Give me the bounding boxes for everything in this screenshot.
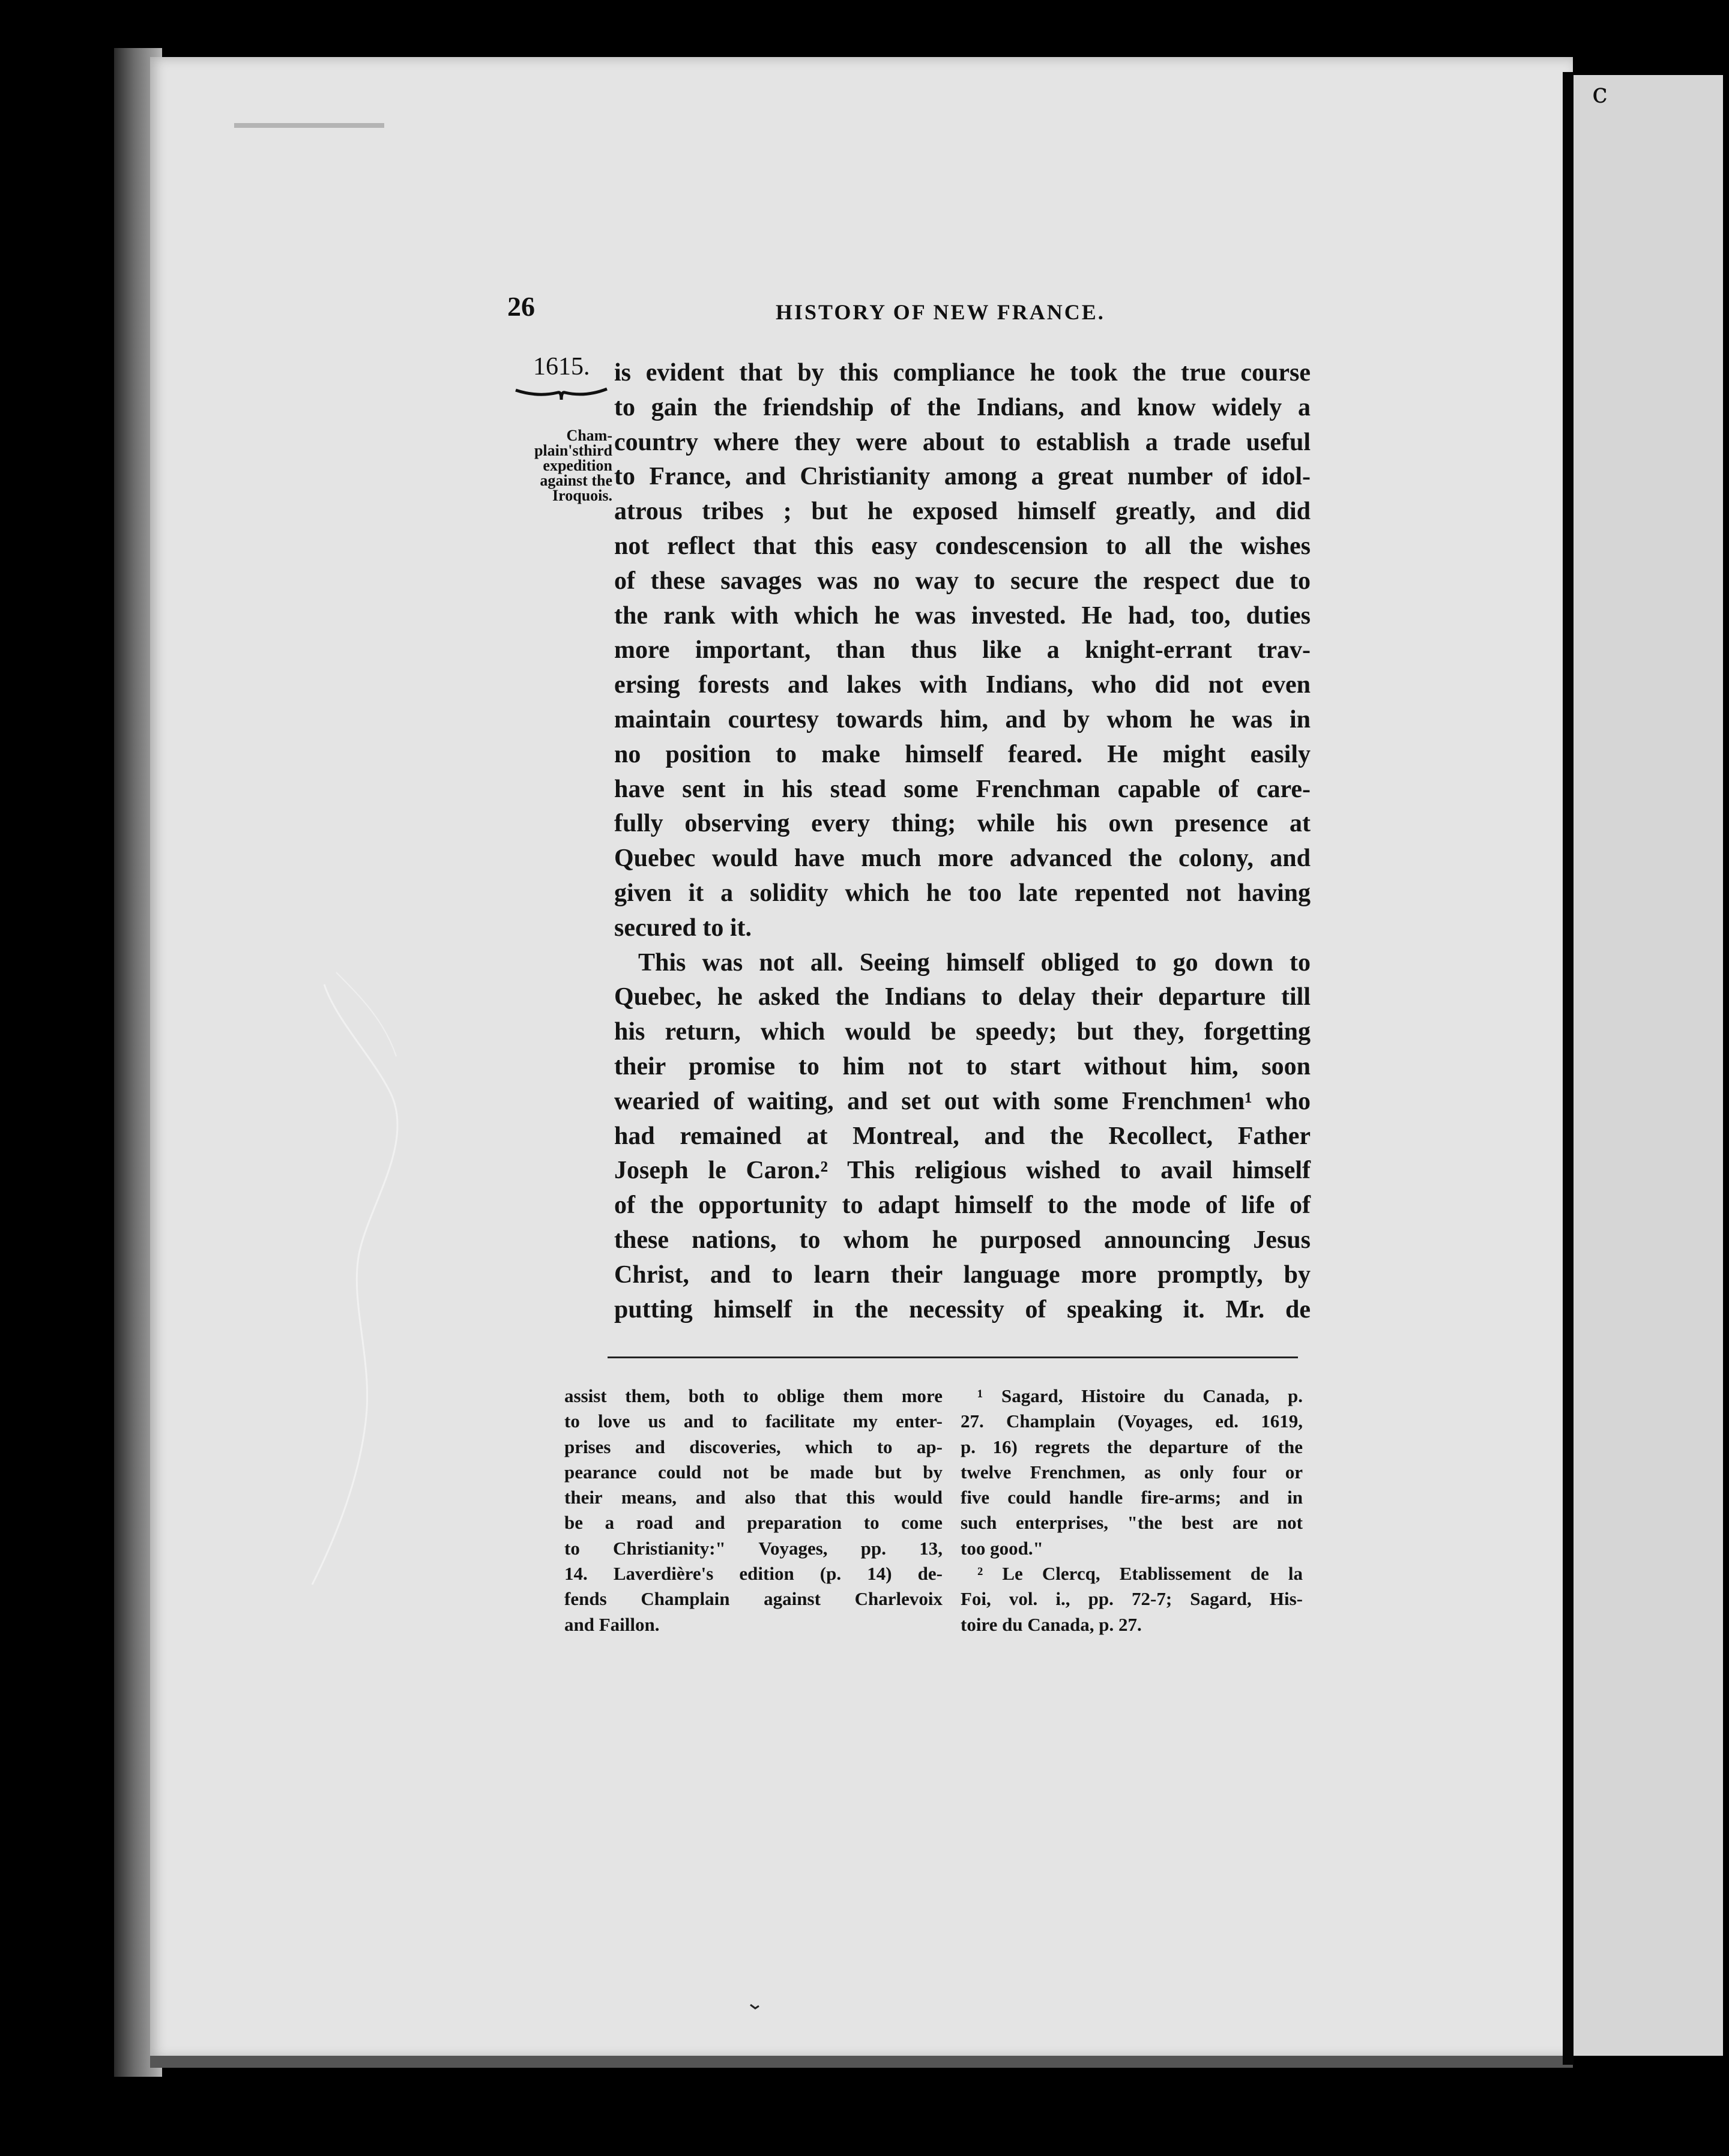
footnote-line: 14. Laverdière's edition (p. 14) de- xyxy=(564,1563,943,1585)
body-line: This was not all. Seeing himself obliged to go down to xyxy=(638,948,1311,977)
footnote-line: be a road and preparation to come xyxy=(564,1512,943,1534)
footnotes-left-column xyxy=(564,1384,943,1637)
body-line: atrous tribes ; but he exposed himself greatly, and did xyxy=(614,498,1311,526)
footnote-line: their means, and also that this would xyxy=(564,1487,943,1508)
body-line: ersing forests and lakes with Indians, who did not even xyxy=(614,671,1311,699)
footnote-line: and Faillon. xyxy=(564,1613,660,1635)
body-line: the rank with which he was invested. He had, too, duties xyxy=(614,601,1311,630)
gutter-shadow xyxy=(1563,72,1574,2065)
body-line: Quebec, he asked the Indians to delay their departure till xyxy=(614,983,1311,1011)
margin-note-line: plain'sthird xyxy=(534,442,612,459)
body-line: their promise to him not to start without him, soon xyxy=(614,1052,1311,1080)
footnote-line: prises and discoveries, which to ap- xyxy=(564,1436,943,1457)
print-smudge xyxy=(234,123,384,128)
margin-note xyxy=(498,428,612,503)
body-line: not reflect that this easy condescension to all the wishes xyxy=(614,532,1311,560)
body-line: Christ, and to learn their language more promptly, by xyxy=(614,1260,1311,1289)
body-line: given it a solidity which he too late repented not having xyxy=(614,879,1311,907)
body-line: of these savages was no way to secure the respect due to xyxy=(614,567,1311,595)
footnote-line: assist them, both to oblige them more xyxy=(564,1385,943,1406)
body-line: wearied of waiting, and set out with some Frenchmen¹ who xyxy=(614,1087,1311,1115)
margin-note-line: expedition xyxy=(543,457,612,474)
footnote-line: such enterprises, "the best are not xyxy=(961,1512,1303,1534)
facing-page xyxy=(1567,75,1723,2056)
page-bottom-edge xyxy=(150,2056,1573,2068)
body-line: Quebec would have much more advanced the colony, and xyxy=(614,845,1311,873)
footnote-line: twelve Frenchmen, as only four or xyxy=(961,1461,1303,1483)
body-line: is evident that by this compliance he took the true course xyxy=(614,359,1311,387)
footnote-line: fends Champlain against Charlevoix xyxy=(564,1588,943,1610)
footnote-line: pearance could not be made but by xyxy=(564,1461,943,1483)
margin-year: 1615. xyxy=(533,353,590,381)
body-line: have sent in his stead some Frenchman capable of care- xyxy=(614,775,1311,803)
body-line: his return, which would be speedy; but they, forgetting xyxy=(614,1018,1311,1046)
page-number: 26 xyxy=(507,291,535,322)
margin-note-line: Cham- xyxy=(566,427,612,444)
body-line: fully observing every thing; while his own presence at xyxy=(614,810,1311,838)
running-head-title: HISTORY OF NEW FRANCE. xyxy=(776,300,1105,324)
footnote-line: too good." xyxy=(961,1537,1043,1559)
body-line: had remained at Montreal, and the Recollect, Father xyxy=(614,1122,1311,1150)
body-line: to gain the friendship of the Indians, and know widely a xyxy=(614,393,1311,421)
footnote-line: toire du Canada, p. 27. xyxy=(961,1613,1142,1635)
body-text xyxy=(614,356,1311,1327)
footnote-line: Foi, vol. i., pp. 72-7; Sagard, His- xyxy=(961,1588,1303,1610)
footnote-line: p. 16) regrets the departure of the xyxy=(961,1436,1303,1457)
body-line: to France, and Christianity among a great number of idol- xyxy=(614,463,1311,491)
footnote-rule xyxy=(608,1357,1298,1358)
body-line: putting himself in the necessity of speaking it. Mr. de xyxy=(614,1295,1311,1323)
footnote-line: ¹ Sagard, Histoire du Canada, p. xyxy=(977,1385,1303,1406)
margin-brace-icon xyxy=(513,384,609,408)
body-line: secured to it. xyxy=(614,914,752,942)
footnote-line: 27. Champlain (Voyages, ed. 1619, xyxy=(961,1411,1303,1432)
body-line: country where they were about to establish a trade useful xyxy=(614,428,1311,456)
footnote-line: five could handle fire-arms; and in xyxy=(961,1487,1303,1508)
footnote-line: to love us and to facilitate my enter- xyxy=(564,1411,943,1432)
body-line: maintain courtesy towards him, and by whom he was in xyxy=(614,705,1311,733)
body-line: of the opportunity to adapt himself to the mode of life of xyxy=(614,1191,1311,1220)
body-line: these nations, to whom he purposed announcing Jesus xyxy=(614,1226,1311,1254)
body-line: no position to make himself feared. He might easily xyxy=(614,740,1311,768)
body-line: Joseph le Caron.² This religious wished to avail himself xyxy=(614,1157,1311,1185)
footnote-line: to Christianity:" Voyages, pp. 13, xyxy=(564,1537,943,1559)
footnotes-right-column xyxy=(961,1384,1303,1637)
body-line: more important, than thus like a knight-errant trav- xyxy=(614,636,1311,664)
margin-note-line: Iroquois. xyxy=(552,487,612,504)
footnote-line: ² Le Clercq, Etablissement de la xyxy=(977,1563,1303,1585)
margin-note-line: against the xyxy=(540,472,612,489)
facing-page-mark: c xyxy=(1592,77,1608,109)
